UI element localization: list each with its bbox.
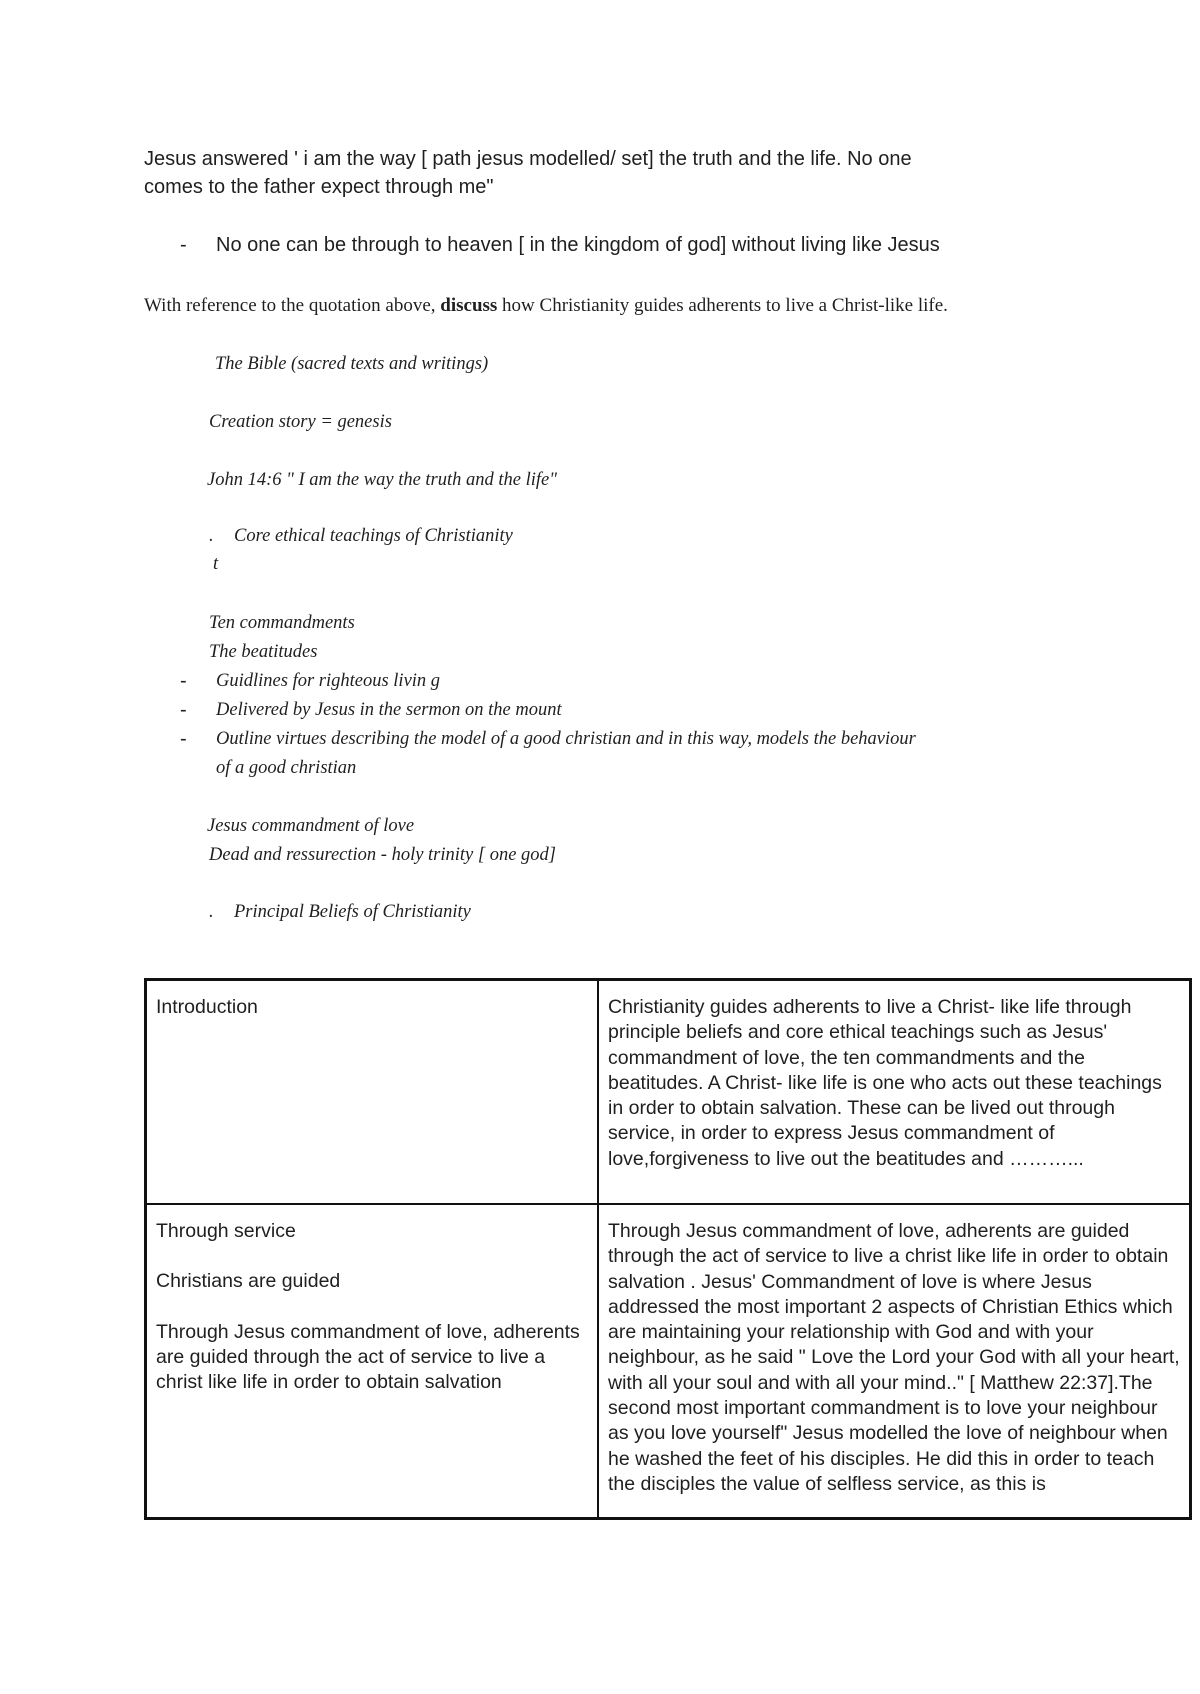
note-ten-commandments: Ten commandments: [209, 613, 355, 633]
service-subheading: Christians are guided: [156, 1270, 341, 1293]
service-summary: Through Jesus commandment of love, adherents are guided through the act of service to live a christ like life in order to obtain salvation: [156, 1320, 580, 1394]
note-principal: Principal Beliefs of Christianity: [234, 902, 471, 922]
question-text-start: With reference to the quotation above,: [144, 295, 441, 316]
question-text-end: how Christianity guides adherents to live a Christ-like life.: [497, 295, 948, 316]
note-guidelines: Guidlines for righteous livin g: [216, 671, 441, 691]
note-t: t: [213, 554, 219, 574]
bullet-dash: -: [180, 234, 187, 256]
note-beatitudes: The beatitudes: [209, 642, 318, 662]
note-commandment-of-love: Jesus commandment of love: [207, 816, 415, 836]
essay-plan-table: [144, 978, 1192, 1520]
note-resurrection: Dead and ressurection - holy trinity [ one god]: [209, 845, 557, 865]
service-heading: Through service: [156, 1220, 296, 1242]
quotation-line-2: comes to the father expect through me": [144, 176, 494, 198]
note-core-bullet: .: [209, 526, 214, 546]
table-cell-service-text: [598, 1204, 1191, 1519]
table-row: [146, 1204, 1191, 1519]
question-directive: discuss: [440, 295, 498, 316]
bullet-point: [180, 231, 940, 259]
introduction-heading: Introduction: [156, 996, 258, 1018]
note-dash-2: -: [180, 699, 187, 721]
note-outline-line-1: Outline virtues describing the model of a good christian and in this way, models the behaviour: [216, 729, 916, 749]
introduction-text: Christianity guides adherents to live a Christ- like life through principle beliefs and core ethical teachings such as Jesus' commandment of love, the ten commandments and the beatitudes. A Christ- like life is one who acts out these teachings in order to obtain salvation. These can be lived out through service, in order to express Jesus commandment of love,forgiveness to live out the beatitudes and ………...: [608, 996, 1162, 1170]
table-cell-introduction-heading: [146, 980, 599, 1205]
table-row: [146, 980, 1191, 1205]
table-cell-service-heading: [146, 1204, 599, 1519]
table-cell-introduction-text: [598, 980, 1191, 1205]
note-creation: Creation story = genesis: [209, 412, 392, 432]
note-core: Core ethical teachings of Christianity: [234, 526, 513, 546]
note-bible: The Bible (sacred texts and writings): [215, 354, 489, 374]
note-principal-bullet: .: [209, 902, 214, 922]
bullet-text: No one can be through to heaven [ in the kingdom of god] without living like Jesus: [216, 234, 940, 256]
service-text: Through Jesus commandment of love, adherents are guided through the act of service to live a christ like life in order to obtain salvation . Jesus' Commandment of love is where Jesus addressed the most important 2 aspects of Christian Ethics which are maintaining your relationship with God and with your neighbour, as he said " Love the Lord your God with all your heart, with all your soul and with all your mind.." [ Matthew 22:37].The second most important commandment is to love your neighbour as you love yourself" Jesus modelled the love of neighbour when he washed the feet of his disciples. He did this in order to teach the disciples the value of selfless service, as this is: [608, 1220, 1180, 1495]
quotation: [144, 145, 1024, 201]
note-delivered: Delivered by Jesus in the sermon on the mount: [216, 700, 562, 720]
note-dash-3: -: [180, 728, 187, 750]
essay-question: [144, 292, 948, 320]
note-john: John 14:6 " I am the way the truth and the life": [207, 470, 558, 490]
note-outline-line-2: of a good christian: [216, 758, 357, 778]
quotation-line-1: Jesus answered ' i am the way [ path jesus modelled/ set] the truth and the life. No one: [144, 148, 912, 170]
note-dash-1: -: [180, 670, 187, 692]
